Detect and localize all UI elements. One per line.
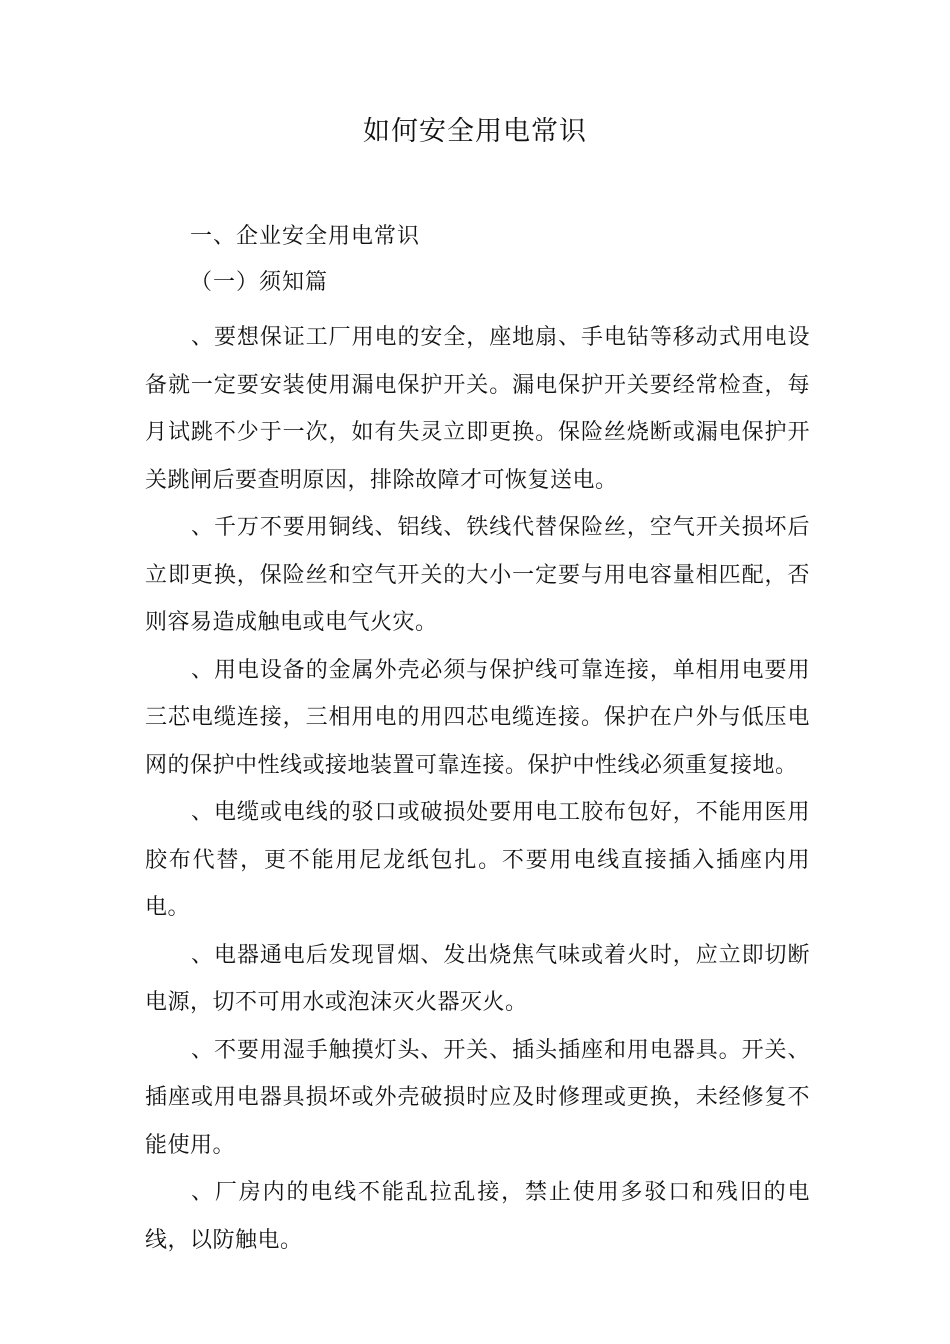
paragraph: 、电器通电后发现冒烟、发出烧焦气味或着火时，应立即切断电源，切不可用水或泡沫灭火器灭火。 (145, 942, 810, 1015)
section-heading: 一、企业安全用电常识 (190, 224, 421, 249)
paragraph: 、电缆或电线的驳口或破损处要用电工胶布包好，不能用医用胶布代替，更不能用尼龙纸包扎。不要用电线直接插入插座内用电。 (145, 800, 810, 920)
paragraph: 、用电设备的金属外壳必须与保护线可靠连接，单相用电要用三芯电缆连接，三相用电的用四芯电缆连接。保护在户外与低压电网的保护中性线或接地装置可靠连接。保护中性线必须重复接地。 (145, 657, 810, 778)
paragraph: 、要想保证工厂用电的安全，座地扇、手电钻等移动式用电设备就一定要安装使用漏电保护开关。漏电保护开关要经常检查，每月试跳不少于一次，如有失灵立即更换。保险丝烧断或漏电保护开关跳闸后要查明原因，排除故障才可恢复送电。 (145, 325, 810, 493)
document-body (145, 314, 810, 1264)
paragraph: 、不要用湿手触摸灯头、开关、插头插座和用电器具。开关、插座或用电器具损坏或外壳破损时应及时修理或更换，未经修复不能使用。 (145, 1037, 810, 1158)
subsection-heading: （一）须知篇 (190, 270, 329, 295)
paragraph: 、千万不要用铜线、铝线、铁线代替保险丝，空气开关损坏后立即更换，保险丝和空气开关的大小一定要与用电容量相匹配，否则容易造成触电或电气火灾。 (145, 515, 810, 635)
paragraph: 、厂房内的电线不能乱拉乱接，禁止使用多驳口和残旧的电线，以防触电。 (145, 1180, 810, 1253)
page-title: 如何安全用电常识 (363, 116, 587, 147)
